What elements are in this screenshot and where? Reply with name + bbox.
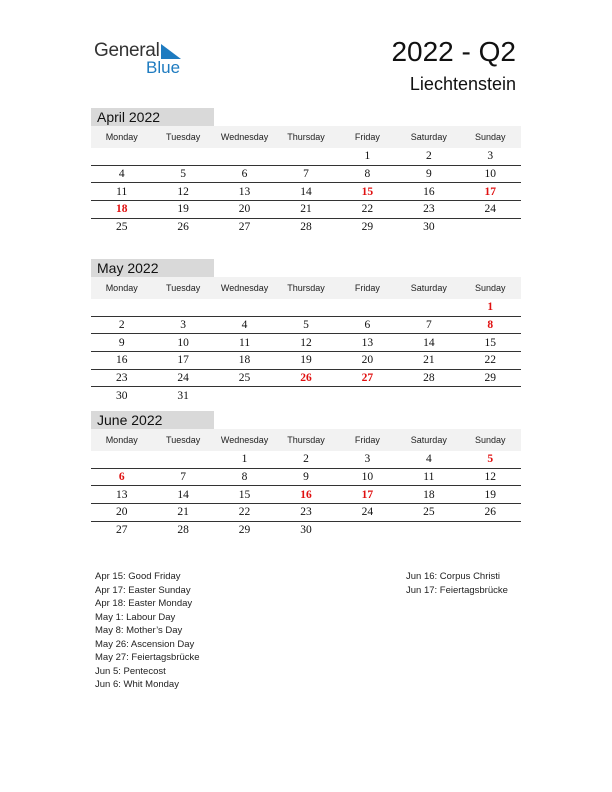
day-cell: 16 <box>275 486 336 504</box>
holiday-entry: Apr 17: Easter Sunday <box>95 584 191 596</box>
day-cell: 27 <box>238 221 251 234</box>
week-row <box>91 352 521 370</box>
day-cell: 29 <box>361 221 374 234</box>
day-cell <box>91 451 152 468</box>
day-cell: 25 <box>214 369 275 387</box>
day-cell <box>398 521 459 538</box>
day-cell: 18 <box>91 201 152 219</box>
weekday-header: Monday <box>91 126 152 148</box>
day-cell: 24 <box>152 369 213 387</box>
holiday-list-right <box>406 570 508 597</box>
week-row <box>91 148 521 165</box>
month-may <box>91 259 521 404</box>
day-cell <box>460 218 521 235</box>
week-row <box>91 165 521 183</box>
day-cell: 3 <box>337 451 398 468</box>
holiday-entry: Apr 15: Good Friday <box>95 571 181 582</box>
day-cell: 26 <box>177 221 189 234</box>
week-row <box>91 316 521 334</box>
week-row <box>91 451 521 468</box>
day-cell: 6 <box>337 316 398 334</box>
weekday-header: Friday <box>337 126 398 148</box>
day-cell <box>398 387 459 404</box>
holiday-entry: Jun 6: Whit Monday <box>95 679 179 690</box>
day-cell: 1 <box>337 148 398 165</box>
day-cell: 26 <box>275 369 336 387</box>
day-cell: 3 <box>460 148 521 165</box>
holiday-entry: May 8: Mother’s Day <box>95 625 183 636</box>
day-cell: 21 <box>275 201 336 219</box>
day-cell: 12 <box>275 334 336 352</box>
day-cell: 1 <box>214 451 275 468</box>
day-cell: 30 <box>300 524 312 537</box>
day-cell <box>460 521 521 538</box>
weekday-header: Tuesday <box>152 277 213 299</box>
day-cell: 15 <box>214 486 275 504</box>
logo-word-general: General <box>94 40 160 61</box>
weekday-header: Sunday <box>460 277 521 299</box>
day-cell: 26 <box>460 504 521 522</box>
day-cell: 3 <box>152 316 213 334</box>
day-cell: 20 <box>91 504 152 522</box>
day-cell: 24 <box>460 201 521 219</box>
weekday-header: Monday <box>91 429 152 451</box>
day-cell <box>91 148 152 165</box>
day-cell: 5 <box>460 451 521 468</box>
day-cell: 10 <box>152 334 213 352</box>
weekday-header: Friday <box>337 277 398 299</box>
day-cell: 28 <box>177 524 189 537</box>
week-row <box>91 486 521 504</box>
day-cell: 11 <box>398 468 459 486</box>
holiday-entry: Jun 16: Corpus Christi <box>406 571 500 582</box>
day-cell: 13 <box>337 334 398 352</box>
weekday-header: Thursday <box>275 429 336 451</box>
day-cell: 2 <box>398 148 459 165</box>
day-cell: 8 <box>460 316 521 334</box>
day-cell <box>337 521 398 538</box>
week-row <box>91 504 521 522</box>
weekday-header: Sunday <box>460 429 521 451</box>
week-row <box>91 334 521 352</box>
day-cell: 25 <box>115 221 128 234</box>
day-cell: 8 <box>337 165 398 183</box>
day-cell: 9 <box>275 468 336 486</box>
week-row <box>91 201 521 219</box>
weekday-header: Friday <box>337 429 398 451</box>
day-cell: 10 <box>460 165 521 183</box>
day-cell: 12 <box>152 183 213 201</box>
weekday-header: Wednesday <box>214 429 275 451</box>
week-row <box>91 369 521 387</box>
day-cell <box>275 299 336 316</box>
day-cell: 29 <box>460 369 521 387</box>
day-cell: 27 <box>337 369 398 387</box>
day-cell: 14 <box>398 334 459 352</box>
day-cell: 28 <box>398 369 459 387</box>
day-cell <box>398 299 459 316</box>
day-cell: 28 <box>300 221 312 234</box>
day-cell: 14 <box>152 486 213 504</box>
holiday-entry: May 27: Feiertagsbrücke <box>95 652 200 663</box>
week-row <box>91 521 521 538</box>
day-cell <box>275 387 336 404</box>
weekday-header: Tuesday <box>152 429 213 451</box>
day-cell: 5 <box>152 165 213 183</box>
day-cell: 5 <box>275 316 336 334</box>
weekday-header: Saturday <box>398 126 459 148</box>
weekday-header: Sunday <box>460 126 521 148</box>
holiday-entry: Jun 5: Pentecost <box>95 665 166 677</box>
day-cell: 22 <box>460 352 521 370</box>
day-cell: 16 <box>398 183 459 201</box>
day-cell <box>460 387 521 404</box>
day-cell: 13 <box>214 183 275 201</box>
weekday-header: Thursday <box>275 277 336 299</box>
day-cell <box>152 148 213 165</box>
day-cell <box>275 148 336 165</box>
day-cell <box>214 299 275 316</box>
day-cell: 24 <box>337 504 398 522</box>
day-cell: 12 <box>460 468 521 486</box>
month-june <box>91 411 521 538</box>
day-cell <box>152 451 213 468</box>
day-cell: 21 <box>398 352 459 370</box>
day-cell: 23 <box>398 201 459 219</box>
day-cell: 17 <box>337 486 398 504</box>
day-cell: 1 <box>460 299 521 316</box>
calendar-grid <box>91 277 521 404</box>
day-cell: 21 <box>152 504 213 522</box>
day-cell <box>337 299 398 316</box>
week-row <box>91 468 521 486</box>
day-cell: 6 <box>91 468 152 486</box>
calendar-grid <box>91 126 521 235</box>
day-cell: 19 <box>152 201 213 219</box>
day-cell: 2 <box>275 451 336 468</box>
holiday-entry: Apr 18: Easter Monday <box>95 598 193 609</box>
day-cell: 16 <box>91 352 152 370</box>
day-cell: 19 <box>275 352 336 370</box>
day-cell: 8 <box>214 468 275 486</box>
day-cell: 4 <box>398 451 459 468</box>
weekday-header: Saturday <box>398 429 459 451</box>
month-label: June 2022 <box>91 411 214 429</box>
day-cell: 20 <box>214 201 275 219</box>
day-cell: 22 <box>214 504 275 522</box>
day-cell: 23 <box>275 504 336 522</box>
day-cell: 27 <box>115 524 128 537</box>
holiday-entry: May 1: Labour Day <box>95 611 176 623</box>
week-row <box>91 387 521 404</box>
day-cell: 10 <box>337 468 398 486</box>
day-cell: 19 <box>460 486 521 504</box>
day-cell: 11 <box>214 334 275 352</box>
week-row <box>91 299 521 316</box>
month-label: April 2022 <box>91 108 214 126</box>
country-name: Liechtenstein <box>409 74 516 94</box>
day-cell: 15 <box>337 183 398 201</box>
day-cell: 29 <box>238 524 251 537</box>
day-cell: 18 <box>398 486 459 504</box>
day-cell: 15 <box>460 334 521 352</box>
day-cell: 17 <box>460 183 521 201</box>
weekday-header: Wednesday <box>214 277 275 299</box>
day-cell <box>152 299 213 316</box>
holiday-list-left <box>95 570 200 692</box>
week-row <box>91 218 521 235</box>
day-cell: 23 <box>91 369 152 387</box>
day-cell: 13 <box>91 486 152 504</box>
holiday-entry: May 26: Ascension Day <box>95 638 195 650</box>
week-row <box>91 183 521 201</box>
month-label: May 2022 <box>91 259 214 277</box>
weekday-header: Thursday <box>275 126 336 148</box>
day-cell <box>91 299 152 316</box>
weekday-header: Saturday <box>398 277 459 299</box>
day-cell: 7 <box>398 316 459 334</box>
day-cell: 4 <box>91 165 152 183</box>
day-cell: 7 <box>275 165 336 183</box>
day-cell: 22 <box>337 201 398 219</box>
day-cell: 11 <box>91 183 152 201</box>
weekday-header: Monday <box>91 277 152 299</box>
day-cell: 4 <box>214 316 275 334</box>
day-cell: 25 <box>398 504 459 522</box>
general-blue-logo <box>94 40 194 80</box>
day-cell: 9 <box>398 165 459 183</box>
day-cell: 2 <box>91 316 152 334</box>
day-cell <box>337 387 398 404</box>
month-april <box>91 108 521 235</box>
day-cell: 6 <box>214 165 275 183</box>
weekday-header: Tuesday <box>152 126 213 148</box>
weekday-header: Wednesday <box>214 126 275 148</box>
holiday-entry: Jun 17: Feiertagsbrücke <box>406 584 508 596</box>
day-cell: 30 <box>423 221 435 234</box>
day-cell: 9 <box>91 334 152 352</box>
logo-word-blue: Blue <box>146 58 181 77</box>
day-cell: 18 <box>214 352 275 370</box>
day-cell <box>214 387 275 404</box>
day-cell: 14 <box>275 183 336 201</box>
day-cell: 30 <box>115 389 128 402</box>
page-title: 2022 - Q2 <box>391 36 516 67</box>
day-cell: 20 <box>337 352 398 370</box>
day-cell: 31 <box>177 389 189 402</box>
day-cell: 17 <box>152 352 213 370</box>
day-cell: 7 <box>152 468 213 486</box>
calendar-grid <box>91 429 521 538</box>
day-cell <box>214 148 275 165</box>
